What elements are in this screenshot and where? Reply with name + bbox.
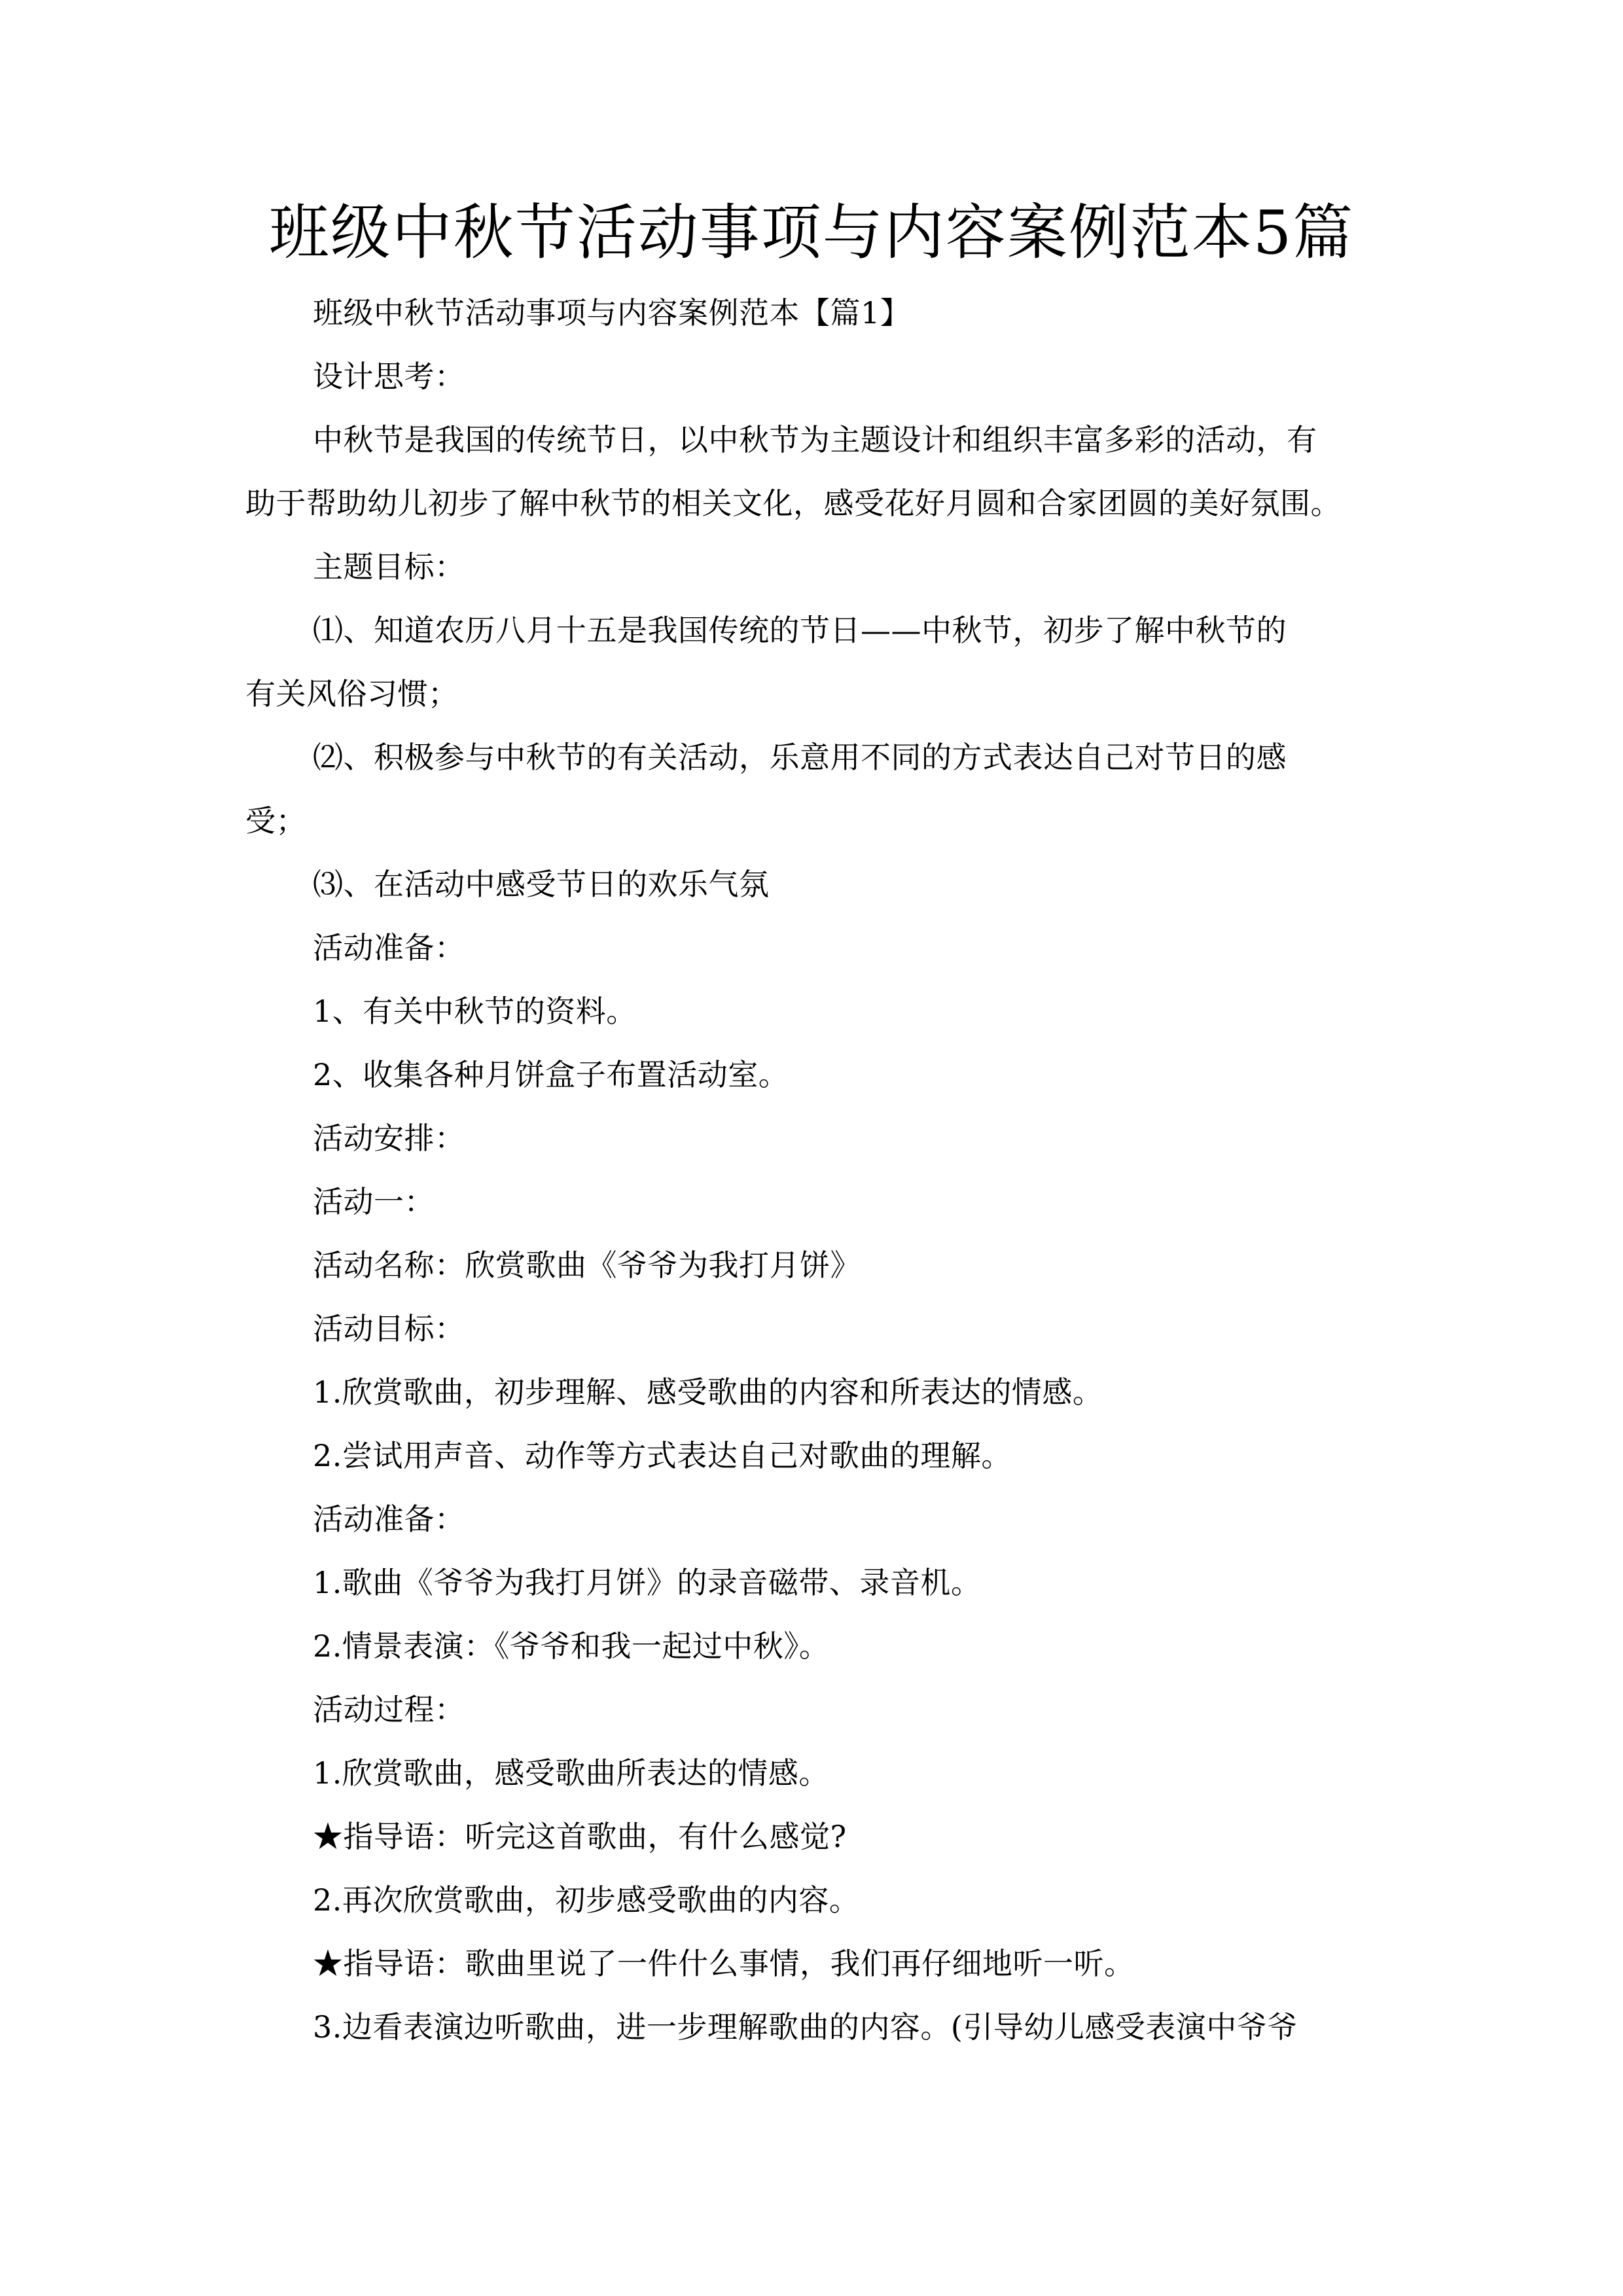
activity-goal-2: 2.尝试用声音、动作等方式表达自己对歌曲的理解。 <box>313 1438 1012 1473</box>
goal-item-2-continued: 受； <box>245 803 306 838</box>
activity-prep-1: 1.歌曲《爷爷为我打月饼》的录音磁带、录音机。 <box>313 1565 982 1600</box>
prep-item-1: 1、有关中秋节的资料。 <box>313 994 637 1029</box>
subheading-activity-one: 活动一： <box>313 1184 435 1219</box>
process-step-1: 1.欣赏歌曲，感受歌曲所表达的情感。 <box>313 1755 829 1791</box>
activity-prep-2: 2.情景表演：《爷爷和我一起过中秋》。 <box>313 1628 830 1664</box>
goal-item-1-continued: 有关风俗习惯； <box>245 676 459 711</box>
subheading-activity-goals: 活动目标： <box>313 1311 465 1346</box>
goal-item-1: ⑴、知道农历八月十五是我国传统的节日——中秋节，初步了解中秋节的 <box>313 613 1287 648</box>
paragraph-line: 中秋节是我国的传统节日，以中秋节为主题设计和组织丰富多彩的活动，有 <box>313 422 1317 457</box>
section-heading: 班级中秋节活动事项与内容案例范本【篇1】 <box>313 295 911 331</box>
activity-name: 活动名称：欣赏歌曲《爷爷为我打月饼》 <box>313 1247 861 1283</box>
subheading-activity-prep: 活动准备： <box>313 930 465 965</box>
subheading-activity-schedule: 活动安排： <box>313 1121 465 1156</box>
activity-goal-1: 1.欣赏歌曲，初步理解、感受歌曲的内容和所表达的情感。 <box>313 1374 1103 1410</box>
process-step-2: 2.再次欣赏歌曲，初步感受歌曲的内容。 <box>313 1882 860 1918</box>
goal-item-2: ⑵、积极参与中秋节的有关活动，乐意用不同的方式表达自己对节日的感 <box>313 740 1287 775</box>
process-step-3: 3.边看表演边听歌曲，进一步理解歌曲的内容。(引导幼儿感受表演中爷爷 <box>313 2009 1298 2045</box>
guidance-note-2: ★指导语：歌曲里说了一件什么事情，我们再仔细地听一听。 <box>313 1946 1135 1981</box>
prep-item-2: 2、收集各种月饼盒子布置活动室。 <box>313 1057 789 1092</box>
goal-item-3: ⑶、在活动中感受节日的欢乐气氛 <box>313 867 770 902</box>
document-body <box>245 281 1381 2059</box>
guidance-note-1: ★指导语：听完这首歌曲，有什么感觉? <box>313 1819 847 1854</box>
subheading-theme-goals: 主题目标： <box>313 549 465 584</box>
subheading-activity-process: 活动过程： <box>313 1692 465 1727</box>
document-title: 班级中秋节活动事项与内容案例范本5篇 <box>268 198 1355 268</box>
paragraph-line-continued: 助于帮助幼儿初步了解中秋节的相关文化，感受花好月圆和合家团圆的美好氛围。 <box>245 486 1341 521</box>
subheading-activity-prep-2: 活动准备： <box>313 1501 465 1537</box>
subheading-design-thinking: 设计思考： <box>313 359 465 394</box>
